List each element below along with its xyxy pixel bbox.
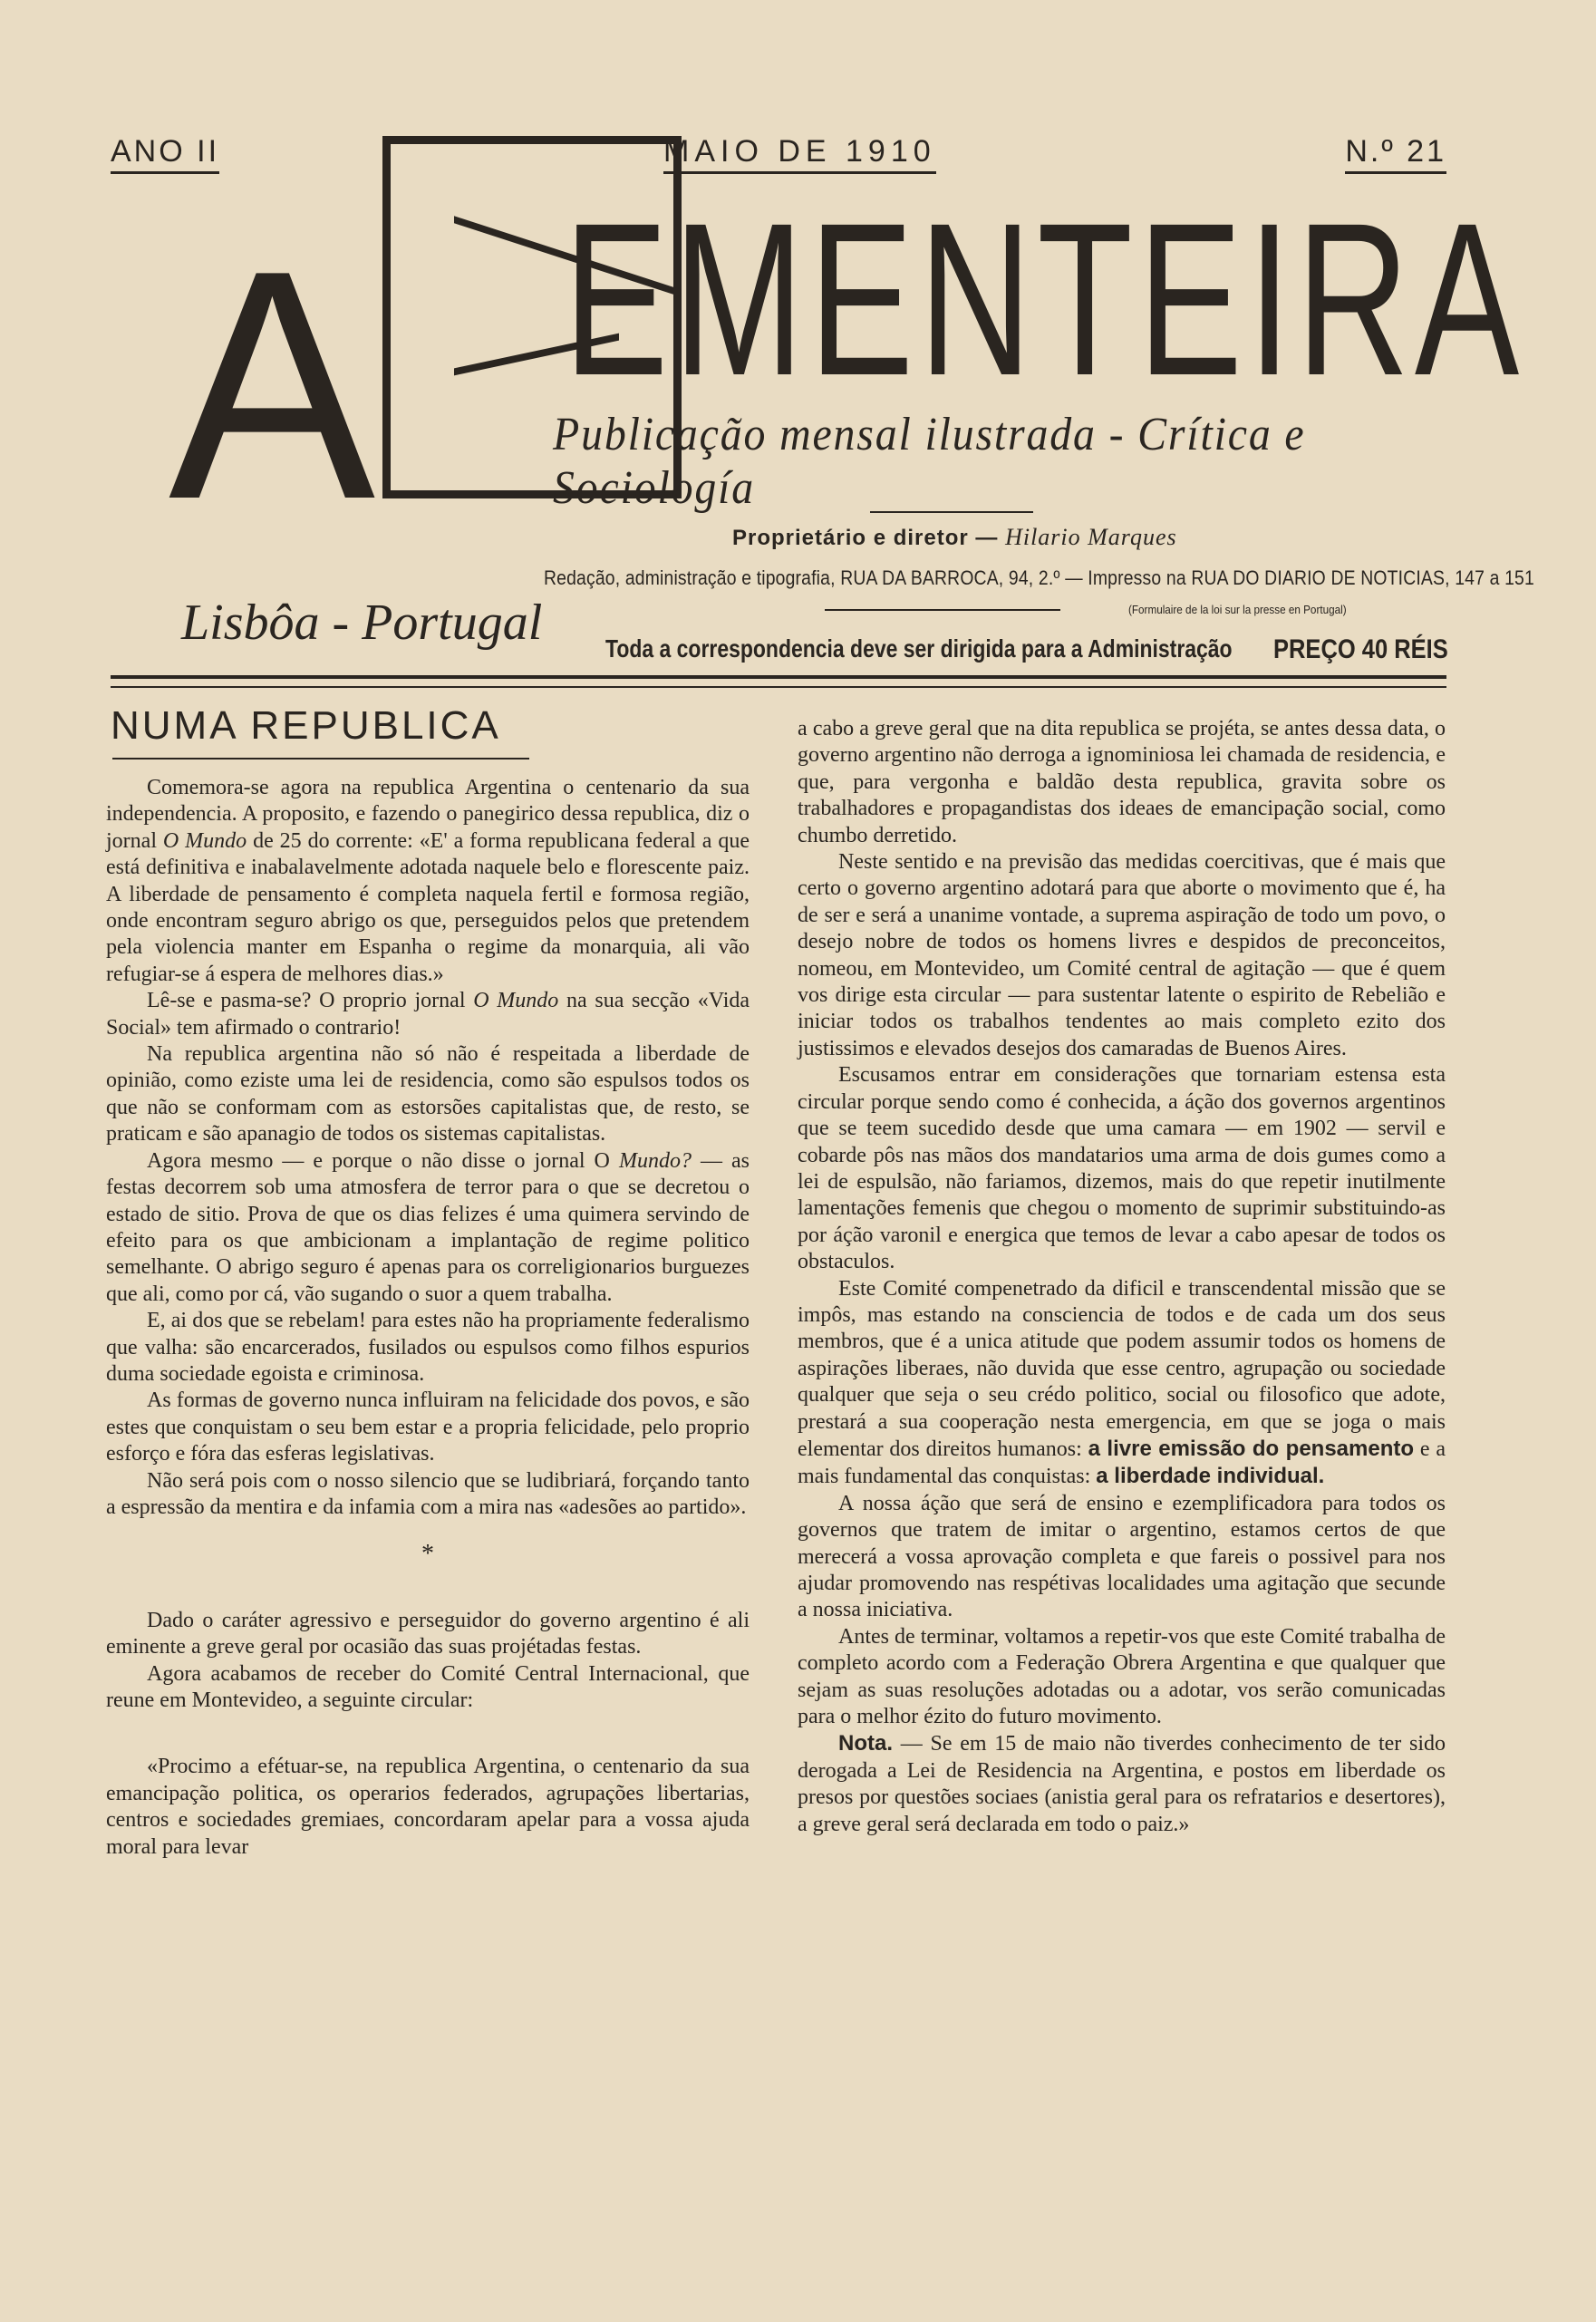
masthead-title: EMENTEIRA xyxy=(564,178,1524,421)
emphasis: a livre emissão do pensamento xyxy=(1088,1436,1415,1461)
paragraph: A nossa áção que será de ensino e ezemplificadora para todos os governos que tratem de imitar o argentino, estamos certos de que merecerá a vossa aprovação completa e que fareis o possivel para nos ajudar promovendo nas respétivas localidades uma agitação que secunde a nossa iniciativa. xyxy=(798,1491,1446,1622)
owner-label: Proprietário e diretor — xyxy=(732,526,999,550)
paragraph: Nota. — Se em 15 de maio não tiverdes conhecimento de ter sido derogada a Lei de Residencia na Argentina, e postos em liberdade os presos por questões sociaes (anistia geral para os refratarios e desertores), a greve geral será declarada em todo o paiz.» xyxy=(798,1731,1446,1836)
header-divider xyxy=(111,675,1446,688)
masthead-letter-a: A xyxy=(169,203,376,567)
price-label: PREÇO 40 RÉIS xyxy=(1273,634,1448,664)
paragraph: Na republica argentina não só não é respeitada a liberdade de opinião, como eziste uma lei de residencia, como são espulsos todos os que não se conformam com as estorsões capitalistas que, de resto, se praticam e são apanagio de todos os sistemas capitalistas. xyxy=(106,1042,750,1146)
paragraph: E, ai dos que se rebelam! para estes não ha propriamente federalismo que valha: são encarcerados, fusilados ou espulsos como filhos espurios duma sociedade egoista e criminosa. xyxy=(106,1309,750,1386)
divider xyxy=(825,609,1060,611)
masthead-subtitle: Publicação mensal ilustrada - Crítica e Sociología xyxy=(553,409,1306,514)
paragraph: Neste sentido e na previsão das medidas coercitivas, que é mais que certo o governo argentino adotará para que aborte o movimento que é, ha de ser e será a unanime vontade, a suprema aspiração de todo um povo, o desejo nobre de todos os homens livres e despidos de preconceitos, nomeou, em Montevideo, um Comité central de agitação — que é quem vos dirige esta circular — para sustentar latente o espirito de Rebelião e iniciar todos os trabalhos tendentes ao mais completo ezito dos justissimos e elevados desejos dos camaradas de Buenos Aires. xyxy=(798,850,1446,1060)
paragraph: Este Comité compenetrado da dificil e transcendental missão que se impôs, mas estando na consciencia de todos e de cada um dos seus membros, que é a unica atitude que podem assumir todos os homens de aspirações liberaes, não duvida que esse centro, agrupação ou sociedade qualquer que seja o seu crédo politico, social ou filosofico que adote, prestará a sua cooperação nesta emergencia, em que se joga o mais elementar dos direitos humanos: a livre emissão do pensamento e a mais fundamental das conquistas: a liberdade individual. xyxy=(798,1276,1446,1489)
paragraph: Agora acabamos de receber do Comité Central Internacional, que reune em Montevideo, a seguinte circular: xyxy=(106,1661,750,1712)
paragraph: Lê-se e pasma-se? O proprio jornal O Mundo na sua secção «Vida Social» tem afirmado o contrario! xyxy=(106,989,750,1040)
owner-line xyxy=(732,524,1177,551)
issue-date: MAIO DE 1910 xyxy=(663,134,936,174)
section-separator: * xyxy=(421,1540,434,1569)
press-law-note: (Formulaire de la loi sur la presse en Portugal) xyxy=(1128,603,1347,616)
location-label: Lisbôa - Portugal xyxy=(181,595,543,651)
paragraph: Antes de terminar, voltamos a repetir-vos que este Comité trabalha de completo acordo com a Federação Obrera Argentina e que qualquer que sejam as suas resoluções adotadas ou a adotar, vos serão comunicadas para o melhor ézito do futuro movimento. xyxy=(798,1624,1446,1729)
paragraph: As formas de governo nunca influiram na felicidade dos povos, e são estes que conquistam o seu bem estar e a propria felicidade, pelo proprio esforço e fóra das esferas legislativas. xyxy=(106,1388,750,1466)
divider xyxy=(870,511,1033,513)
paragraph: Não será pois com o nosso silencio que se ludibriará, forçando tanto a espressão da mentira e da infamia com a mira nas «adesões ao partido». xyxy=(106,1468,750,1519)
volume-label: ANO II xyxy=(111,134,219,174)
note-label: Nota. xyxy=(838,1731,893,1756)
title-underline xyxy=(112,758,529,759)
address-line: Redação, administração e tipografia, RUA DA BARROCA, 94, 2.º — Impresso na RUA DO DIARIO DE NOTICIAS, 147 a 151 xyxy=(544,566,1534,589)
correspondence-note: Toda a correspondencia deve ser dirigida para a Administração xyxy=(605,634,1233,663)
paragraph: Dado o caráter agressivo e perseguidor do governo argentino é ali eminente a greve geral por ocasião das suas projétadas festas. xyxy=(106,1608,750,1659)
article-title: NUMA REPUBLICA xyxy=(111,703,501,748)
emphasis: a liberdade individual. xyxy=(1096,1464,1325,1489)
owner-name: Hilario Marques xyxy=(1005,524,1177,550)
paragraph: Comemora-se agora na republica Argentina o centenario da sua independencia. A proposito, e fazendo o panegirico dessa republica, diz o jornal O Mundo de 25 do corrente: «E' a forma republicana federal a que está definitiva e inabalavelmente adotada naquele belo e florescente paiz. A liberdade de pensamento é completa naquela fertil e formosa região, onde encontram seguro abrigo os que, perseguidos pelos que pretendem pela violencia manter em Espanha o regime da monarquia, ali vão refugiar-se á espera de melhores dias.» xyxy=(106,776,750,986)
paragraph: Agora mesmo — e porque o não disse o jornal O Mundo? — as festas decorrem sob uma atmosfera de terror para o que se decretou o estado de sitio. Prova de que os dias felizes é uma quimera servindo de efeito para os que ambicionam a implantação de regime politico semelhante. O abrigo seguro é apenas para os correligionarios burguezes que ali, como por cá, vão sugando o suor a quem trabalha. xyxy=(106,1148,750,1306)
left-column xyxy=(106,775,750,1861)
paragraph: a cabo a greve geral que na dita republica se projéta, se antes dessa data, o governo argentino não derroga a ignominiosa lei chamada de residencia, e que, para vergonha e baldão desta republica, gravita sobre os trabalhadores e propagandistas dos ideaes de emancipação social, como chumbo derretido. xyxy=(798,717,1446,847)
right-column xyxy=(798,716,1446,1838)
paragraph: Escusamos entrar em considerações que tornariam estensa esta circular porque sendo como é conhecida, a áção dos governos argentinos que se teem sucedido desde que uma camara — em 1902 — servil e cobarde pôs nas mãos dos mandatarios uma arma de dois gumes como a lei de espulsão, não fariamos, dizemos, mais do que repetir inutilmente lamentações femenis que chegou o momento de suprimir substituindo-as por áção varonil e energica que temos de levar a cabo apesar de todos os obstaculos. xyxy=(798,1063,1446,1274)
paragraph: «Procimo a efétuar-se, na republica Argentina, o centenario da sua emancipação politica, os operarios federados, agrupações libertarias, centros e sociedades gremiaes, concordaram apelar para a vossa ajuda moral para levar xyxy=(106,1755,750,1859)
issue-number: N.º 21 xyxy=(1345,134,1446,174)
